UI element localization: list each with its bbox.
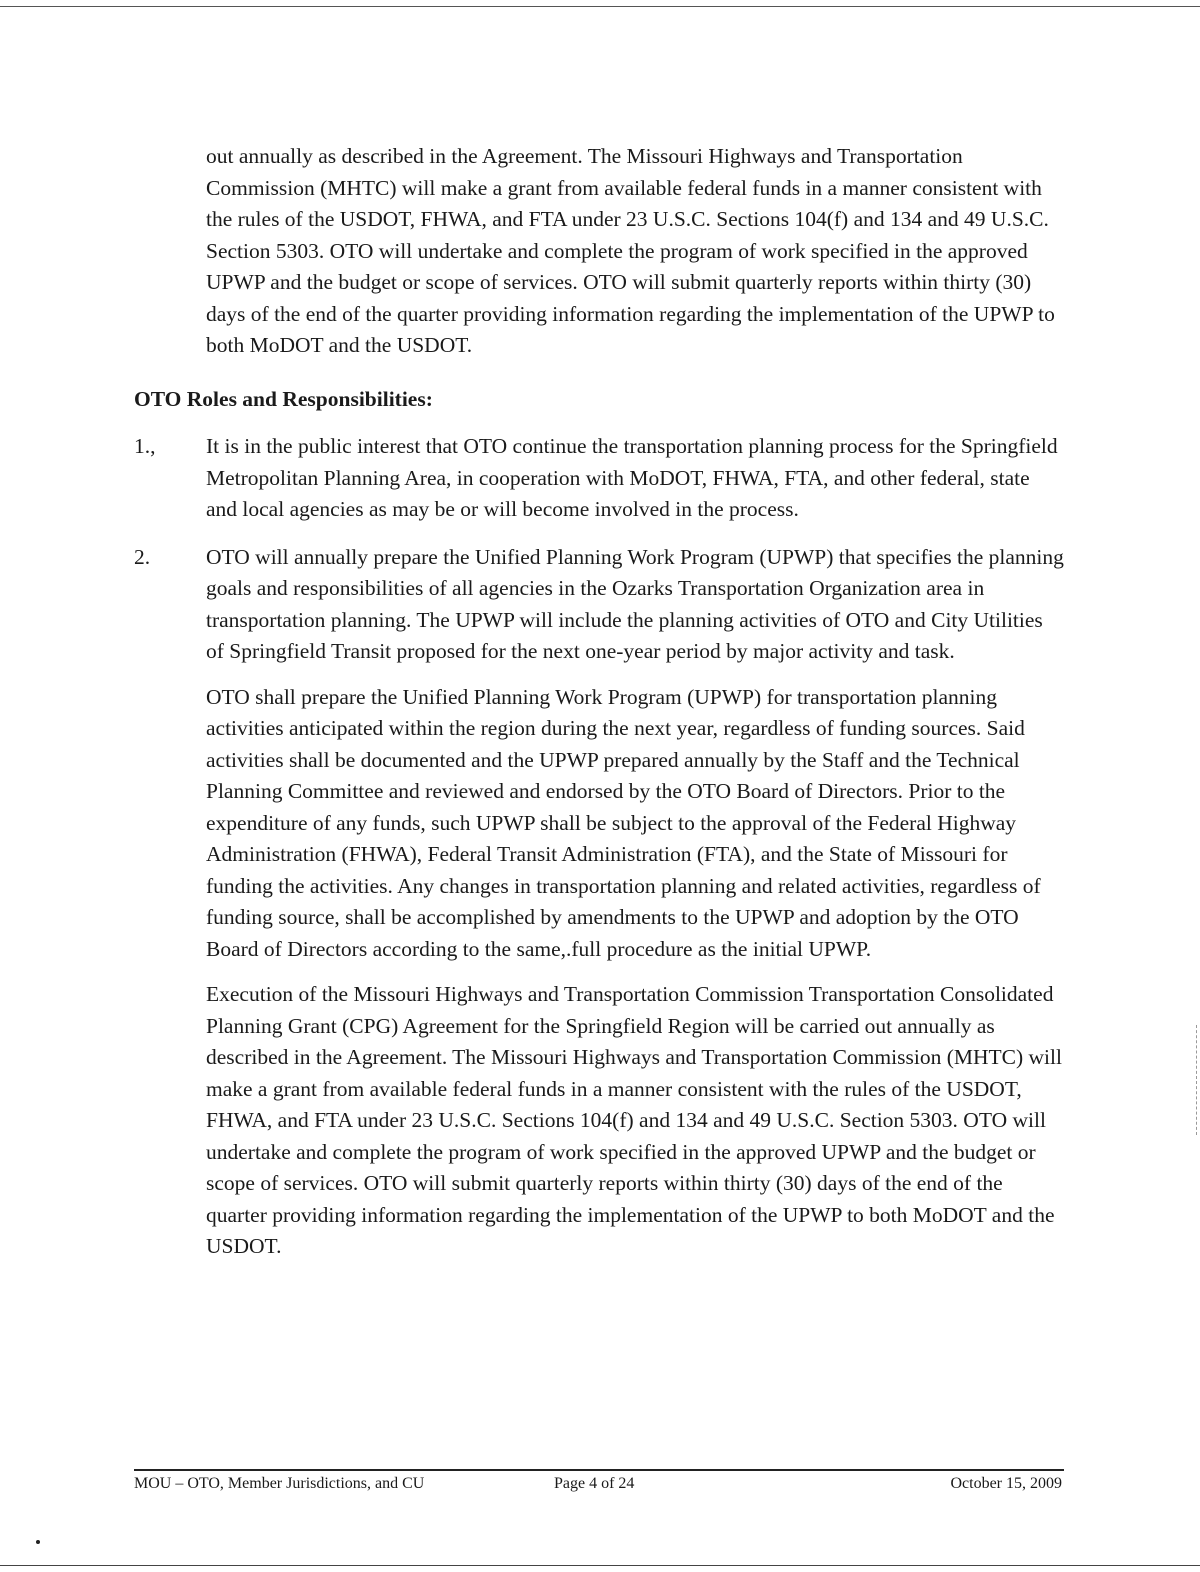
footer-date: October 15, 2009 bbox=[950, 1475, 1062, 1492]
list-number: 1., bbox=[134, 434, 156, 458]
footer-document-title: MOU – OTO, Member Jurisdictions, and CU bbox=[134, 1475, 425, 1492]
scan-edge-top bbox=[0, 6, 1200, 7]
page-footer bbox=[134, 1473, 1064, 1497]
scan-speck bbox=[36, 1540, 40, 1544]
list-item-text: OTO will annually prepare the Unified Planning Work Program (UPWP) that specifies the planning goals and responsibilities of all agencies in the Ozarks Transportation Organization area in transportation planning. The UPWP will include the planning activities of OTO and City Utilities of Springfield Transit proposed for the next one-year period by major activity and task. bbox=[206, 544, 1064, 663]
page-body bbox=[134, 141, 1064, 1279]
list-item-2 bbox=[134, 542, 1064, 1263]
footer-divider bbox=[134, 1469, 1064, 1471]
list-item-paragraph: OTO shall prepare the Unified Planning Work Program (UPWP) for transportation planning activities anticipated within the region during the next year, regardless of funding sources. Said activities shall be documented and the UPWP prepared annually by the Staff and the Technical Planning Committee and reviewed and endorsed by the OTO Board of Directors. Prior to the expenditure of any funds, such UPWP shall be subject to the approval of the Federal Highway Administration (FHWA), Federal Transit Administration (FTA), and the State of Missouri for funding the activities. Any changes in transportation planning and related activities, regardless of funding source, shall be accomplished by amendments to the UPWP and adoption by the OTO Board of Directors according to the same,.full procedure as the initial UPWP. bbox=[206, 684, 1041, 961]
scan-edge-bottom bbox=[0, 1565, 1200, 1566]
list-item-text: It is in the public interest that OTO continue the transportation planning process for the Springfield Metropolitan Planning Area, in cooperation with MoDOT, FHWA, FTA, and other federal, state and local agencies as may be or will become involved in the process. bbox=[206, 434, 1058, 521]
list-item-1 bbox=[134, 431, 1064, 526]
continued-paragraph: out annually as described in the Agreement. The Missouri Highways and Transportation Commission (MHTC) will make a grant from available federal funds in a manner consistent with the rules of the USDOT, FHWA, and FTA under 23 U.S.C. Sections 104(f) and 134 and 49 U.S.C. Section 5303. OTO will undertake and complete the program of work specified in the approved UPWP and the budget or scope of services. OTO will submit quarterly reports within thirty (30) days of the end of the quarter providing information regarding the implementation of the UPWP to both MoDOT and the USDOT. bbox=[206, 144, 1055, 357]
scan-edge-right bbox=[1196, 1025, 1198, 1135]
list-number: 2. bbox=[134, 544, 151, 569]
list-item-paragraph: Execution of the Missouri Highways and Transportation Commission Transportation Consolidated Planning Grant (CPG) Agreement for the Springfield Region will be carried out annually as described in the Agreement. The Missouri Highways and Transportation Commission (MHTC) will make a grant from available federal funds in a manner consistent with the rules of the USDOT, FHWA, and FTA under 23 U.S.C. Sections 104(f) and 134 and 49 U.S.C. Section 5303. OTO will undertake and complete the program of work specified in the approved UPWP and the budget or scope of services. OTO will submit quarterly reports within thirty (30) days of the end of the quarter providing information regarding the implementation of the UPWP to both MoDOT and the USDOT. bbox=[206, 982, 1062, 1258]
footer-page-number: Page 4 of 24 bbox=[554, 1475, 635, 1492]
section-heading: OTO Roles and Responsibilities: bbox=[134, 386, 433, 411]
